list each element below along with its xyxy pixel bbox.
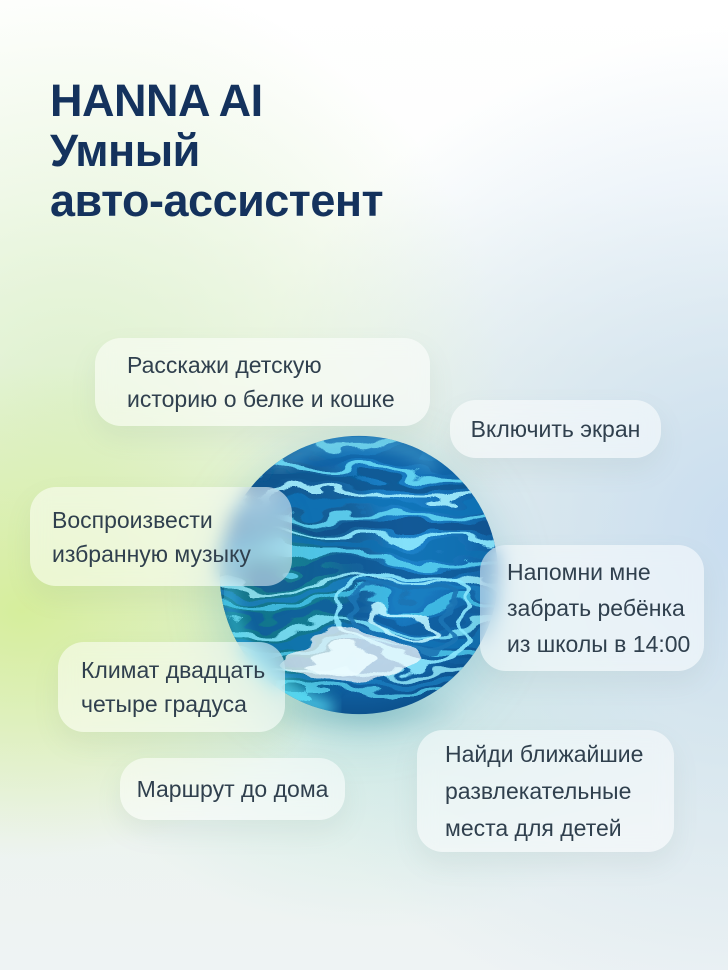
bubble-line: Расскажи детскую xyxy=(127,352,322,378)
bubble-line: Найди ближайшие xyxy=(445,740,644,767)
bubble-line: Включить экран xyxy=(470,416,641,442)
subtitle-line-1: Умный xyxy=(50,125,200,176)
bubble-line: из школы в 14:00 xyxy=(507,631,691,657)
bubble-line: Напомни мне xyxy=(507,559,651,585)
bubble-line: Климат двадцать xyxy=(81,657,266,683)
bubble-line: избранную музыку xyxy=(52,540,251,567)
voice-command-bubble-tell-story xyxy=(95,338,430,426)
bubble-line: историю о белке и кошке xyxy=(127,386,395,412)
bubble-line: Воспроизвести xyxy=(52,506,213,533)
subtitle-line-2: авто-ассистент xyxy=(50,175,384,226)
voice-command-bubble-play-music xyxy=(30,487,292,586)
brand-title: HANNA AI xyxy=(50,75,263,126)
voice-command-bubble-route-home xyxy=(120,758,345,820)
voice-command-bubble-climate xyxy=(58,642,285,732)
voice-command-bubble-reminder xyxy=(480,545,704,671)
bubble-line: Маршрут до дома xyxy=(136,776,329,802)
bubble-line: четыре градуса xyxy=(81,691,247,717)
bubble-line: места для детей xyxy=(445,814,622,841)
page-title xyxy=(50,76,383,226)
voice-command-bubble-turn-on-screen xyxy=(450,400,661,458)
bubble-line: развлекательные xyxy=(445,777,632,804)
voice-command-bubble-find-places xyxy=(417,730,674,852)
bubble-line: забрать ребёнка xyxy=(507,595,685,621)
